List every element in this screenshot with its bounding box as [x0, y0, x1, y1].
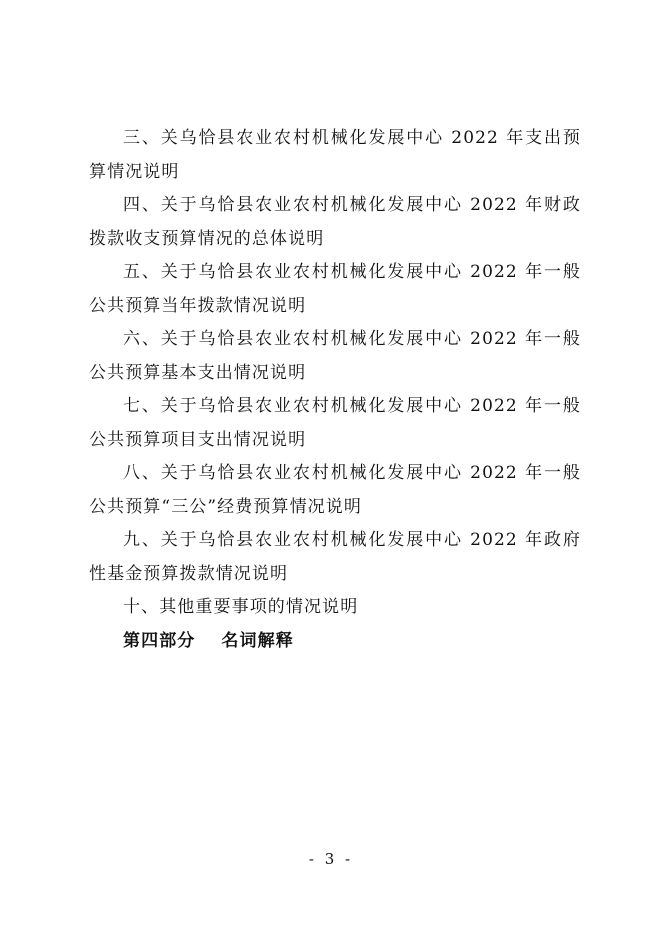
section-heading-part: 第四部分 — [123, 630, 196, 651]
toc-entry-3: 三、关乌恰县农业农村机械化发展中心 2022 年支出预算情况说明 — [89, 128, 581, 182]
toc-entry-6: 六、关于乌恰县农业农村机械化发展中心 2022 年一般公共预算基本支出情况说明 — [89, 329, 581, 383]
toc-entry-4: 四、关于乌恰县农业农村机械化发展中心 2022 年财政拨款收支预算情况的总体说明 — [89, 195, 581, 249]
page-number: - 3 - — [308, 850, 354, 868]
table-of-contents — [89, 122, 581, 658]
section-heading-title: 名词解释 — [221, 630, 294, 651]
toc-entry-9: 九、关于乌恰县农业农村机械化发展中心 2022 年政府性基金预算拨款情况说明 — [89, 530, 581, 584]
section-heading-part-4 — [89, 625, 581, 659]
toc-entry-10: 十、其他重要事项的情况说明 — [123, 597, 359, 617]
toc-entry-5: 五、关于乌恰县农业农村机械化发展中心 2022 年一般公共预算当年拨款情况说明 — [89, 262, 581, 316]
toc-entry-7: 七、关于乌恰县农业农村机械化发展中心 2022 年一般公共预算项目支出情况说明 — [89, 396, 581, 450]
toc-entry-8: 八、关于乌恰县农业农村机械化发展中心 2022 年一般公共预算“三公”经费预算情况说明 — [89, 463, 581, 517]
